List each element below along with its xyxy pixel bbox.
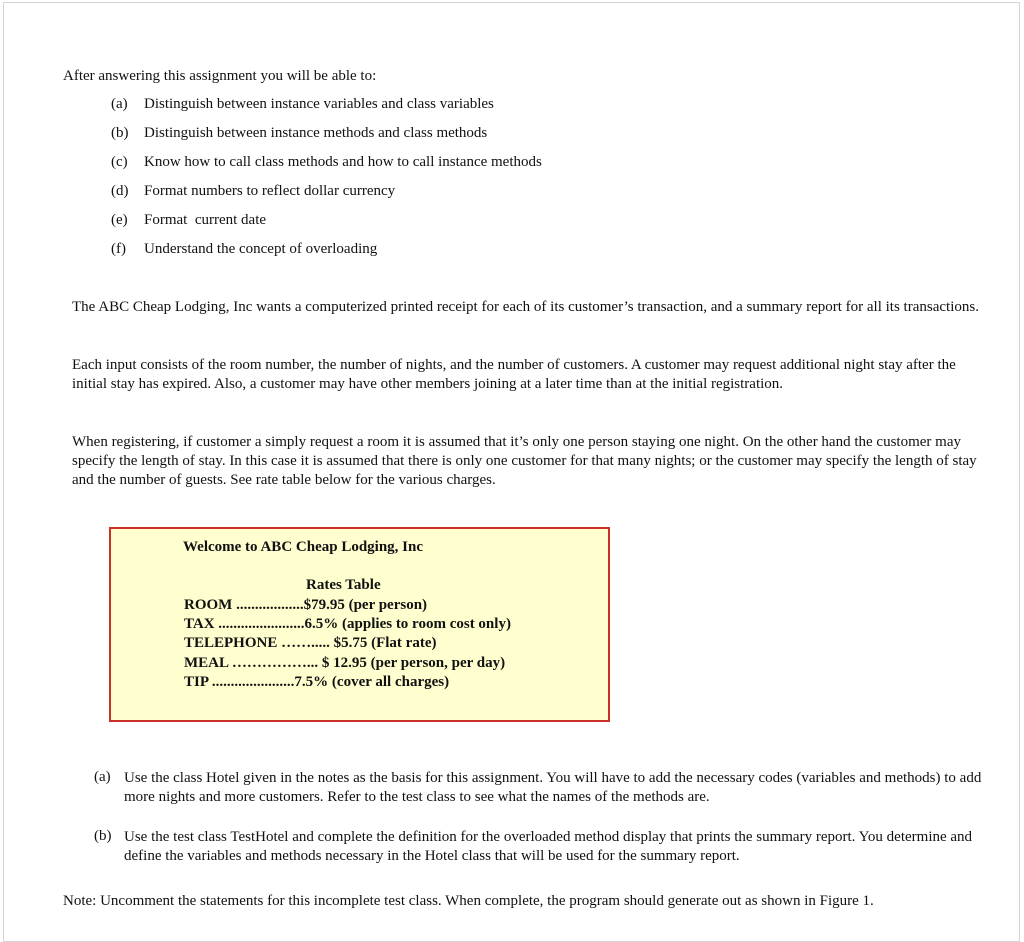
welcome-heading: Welcome to ABC Cheap Lodging, Inc [183, 539, 424, 555]
description-paragraph: Each input consists of the room number, the number of nights, and the number of customers. A customer may request additional night stay after the initial stay has expired. Also, a customer may have other members joining at a later time than at the initial registration. [72, 357, 956, 392]
objective-letter: (a) [111, 96, 128, 112]
rate-row-tax: TAX .......................6.5% (applies to room cost only) [184, 616, 511, 632]
task-letter: (a) [94, 769, 111, 785]
task-text: Use the class Hotel given in the notes as the basis for this assignment. You will have to add the necessary codes (variables and methods) to add more nights and more customers. Refer to the test class to see what the names of the methods are. [124, 770, 982, 805]
objective-letter: (c) [111, 154, 128, 170]
rate-row-meal: MEAL ……………... $ 12.95 (per person, per day) [184, 655, 506, 671]
objective-text: Understand the concept of overloading [144, 241, 378, 257]
rate-row-tip: TIP ......................7.5% (cover all charges) [184, 674, 450, 690]
rate-row-room: ROOM ..................$79.95 (per person) [184, 597, 428, 613]
description-paragraph: When registering, if customer a simply request a room it is assumed that it’s only one person staying one night. On the other hand the customer may specify the length of stay. In this case it is assumed that there is only one customer for that many nights; or the customer may specify the length of stay and the number of guests. See rate table below for the various charges. [72, 434, 977, 488]
rates-table-box [109, 527, 610, 722]
objective-text: Distinguish between instance methods and class methods [144, 125, 488, 141]
objective-text: Format numbers to reflect dollar currency [144, 183, 396, 199]
rates-table-title: Rates Table [306, 577, 381, 593]
note-text: Note: Uncomment the statements for this incomplete test class. When complete, the program should generate out as shown in Figure 1. [63, 893, 874, 909]
objective-text: Distinguish between instance variables and class variables [144, 96, 494, 112]
objective-letter: (d) [111, 183, 129, 199]
rate-row-telephone: TELEPHONE ……..... $5.75 (Flat rate) [184, 635, 437, 651]
objective-letter: (e) [111, 212, 128, 228]
objective-letter: (b) [111, 125, 129, 141]
task-text: Use the test class TestHotel and complete the definition for the overloaded method display that prints the summary report. You determine and define the variables and methods necessary in the Hotel class that will be used for the summary report. [124, 829, 973, 864]
objective-text: Format current date [144, 212, 267, 228]
task-letter: (b) [94, 828, 112, 844]
intro-text: After answering this assignment you will be able to: [63, 68, 377, 84]
objective-letter: (f) [111, 241, 126, 257]
description-paragraph: The ABC Cheap Lodging, Inc wants a computerized printed receipt for each of its customer’s transaction, and a summary report for all its transactions. [72, 299, 979, 315]
objective-text: Know how to call class methods and how to call instance methods [144, 154, 542, 170]
